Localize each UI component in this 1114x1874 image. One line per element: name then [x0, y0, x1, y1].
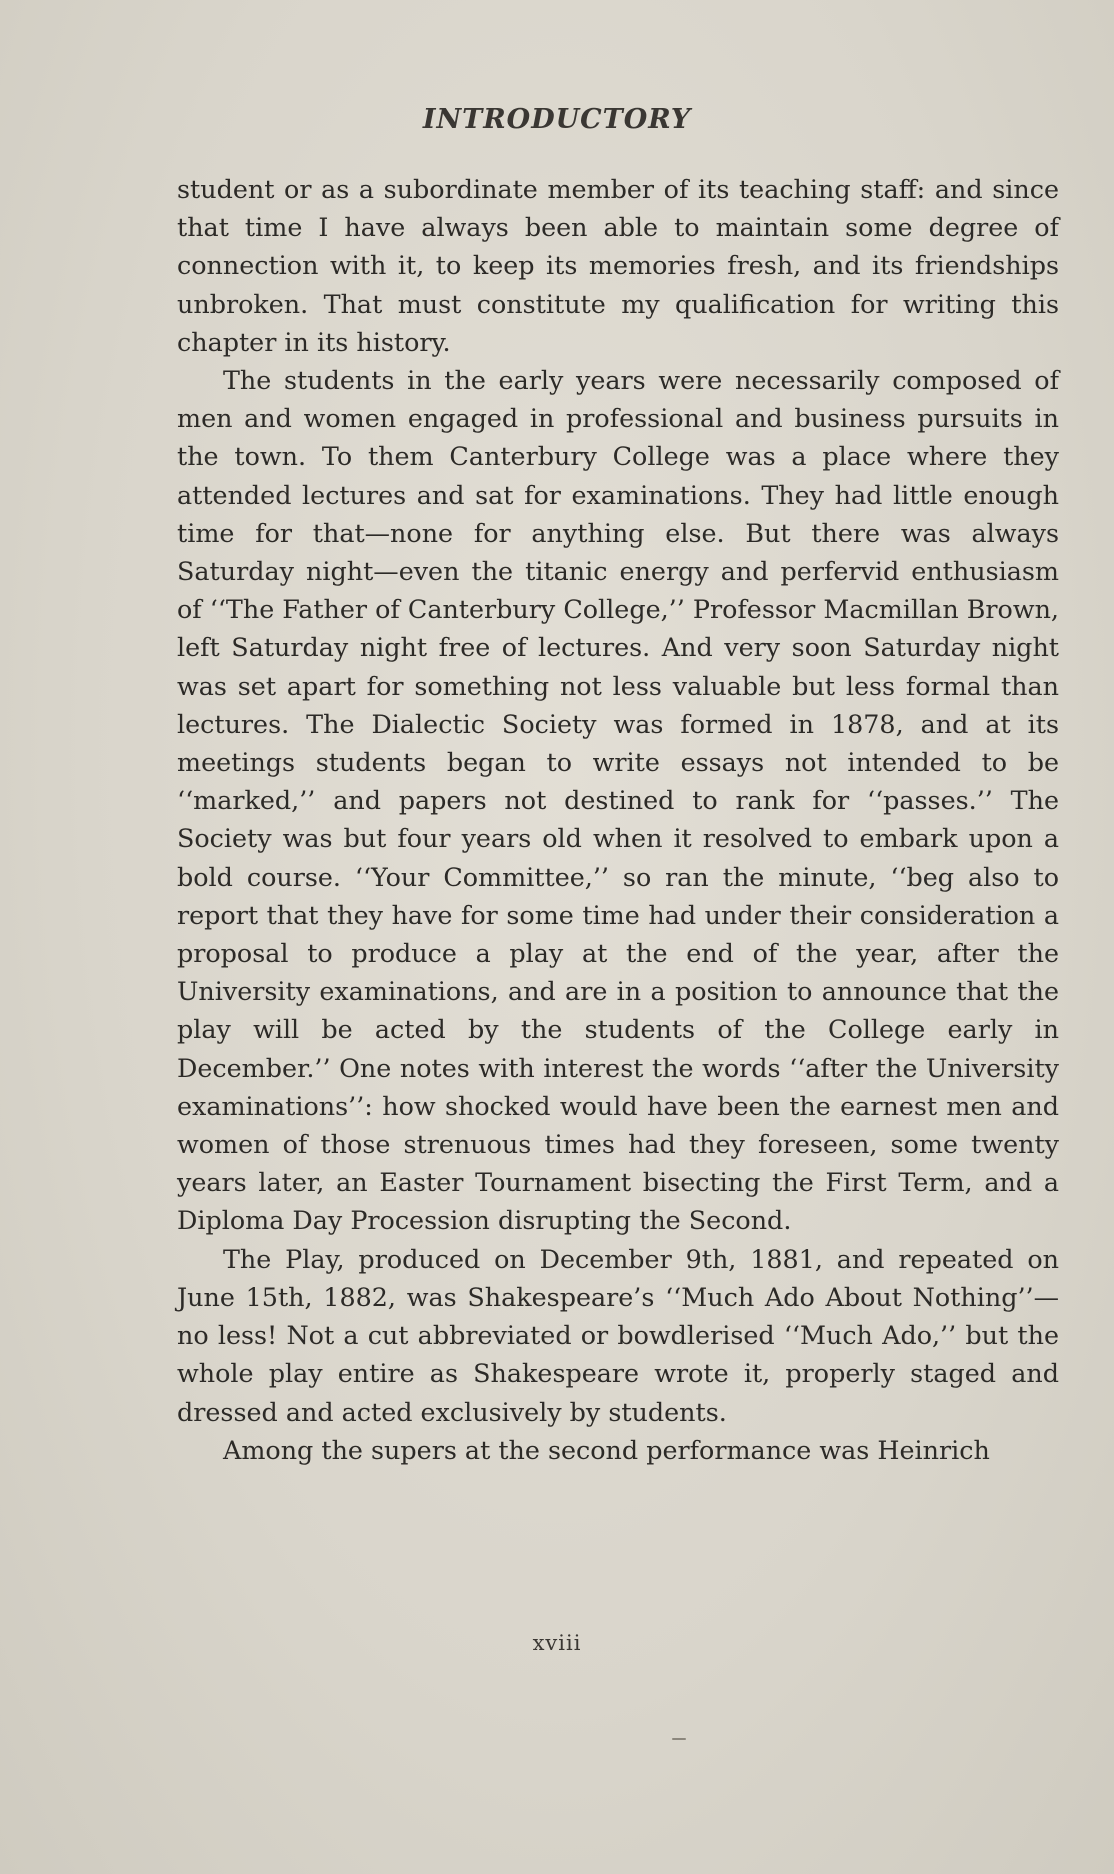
page-number: xviii	[532, 1631, 582, 1655]
paragraph-4: Among the supers at the second performance was Heinrich	[223, 1434, 990, 1465]
paragraph-1: student or as a subordinate member of its teaching staff: and since that time I have always been able to maintain some degree of connection with it, to keep its memories fresh, and its friendships unbroken. That must constitute my qualification for writing this chapter in its history.	[177, 174, 1059, 357]
paper-speck	[672, 1738, 686, 1740]
paragraph-2: The students in the early years were necessarily composed of men and women engaged in professional and business pursuits in the town. To them Canterbury College was a place where they attended lectures and sat for examinations. They had little enough time for that—none for anything else. But there was always Saturday night—even the titanic energy and perfervid enthusiasm of ‘‘The Father of Canterbury College,’’ Professor Macmillan Brown, left Saturday night free of lectures. And very soon Saturday night was set apart for something not less valuable but less formal than lectures. The Dialectic Society was formed in 1878, and at its meetings students began to write essays not intended to be ‘‘marked,’’ and papers not destined to rank for ‘‘passes.’’ The Society was but four years old when it resolved to embark upon a bold course. ‘‘Your Committee,’’ so ran the minute, ‘‘beg also to report that they have for some time had under their consideration a proposal to produce a play at the end of the year, after the University examinations, and are in a position to announce that the play will be acted by the students of the College early in December.’’ One notes with interest the words ‘‘after the University examinations’’: how shocked would have been the earnest men and women of those strenuous times had they foreseen, some twenty years later, an Easter Tournament bisecting the First Term, and a Diploma Day Procession disrupting the Second.	[177, 365, 1059, 1236]
running-head: INTRODUCTORY	[422, 104, 692, 135]
body-text	[177, 170, 1059, 1469]
paragraph-3: The Play, produced on December 9th, 1881, and repeated on June 15th, 1882, was Shakespeare’s ‘‘Much Ado About Nothing’’—no less! Not a cut abbreviated or bowdlerised ‘‘Much Ado,’’ but the whole play entire as Shakespeare wrote it, properly staged and dressed and acted exclusively by students.	[177, 1243, 1059, 1427]
